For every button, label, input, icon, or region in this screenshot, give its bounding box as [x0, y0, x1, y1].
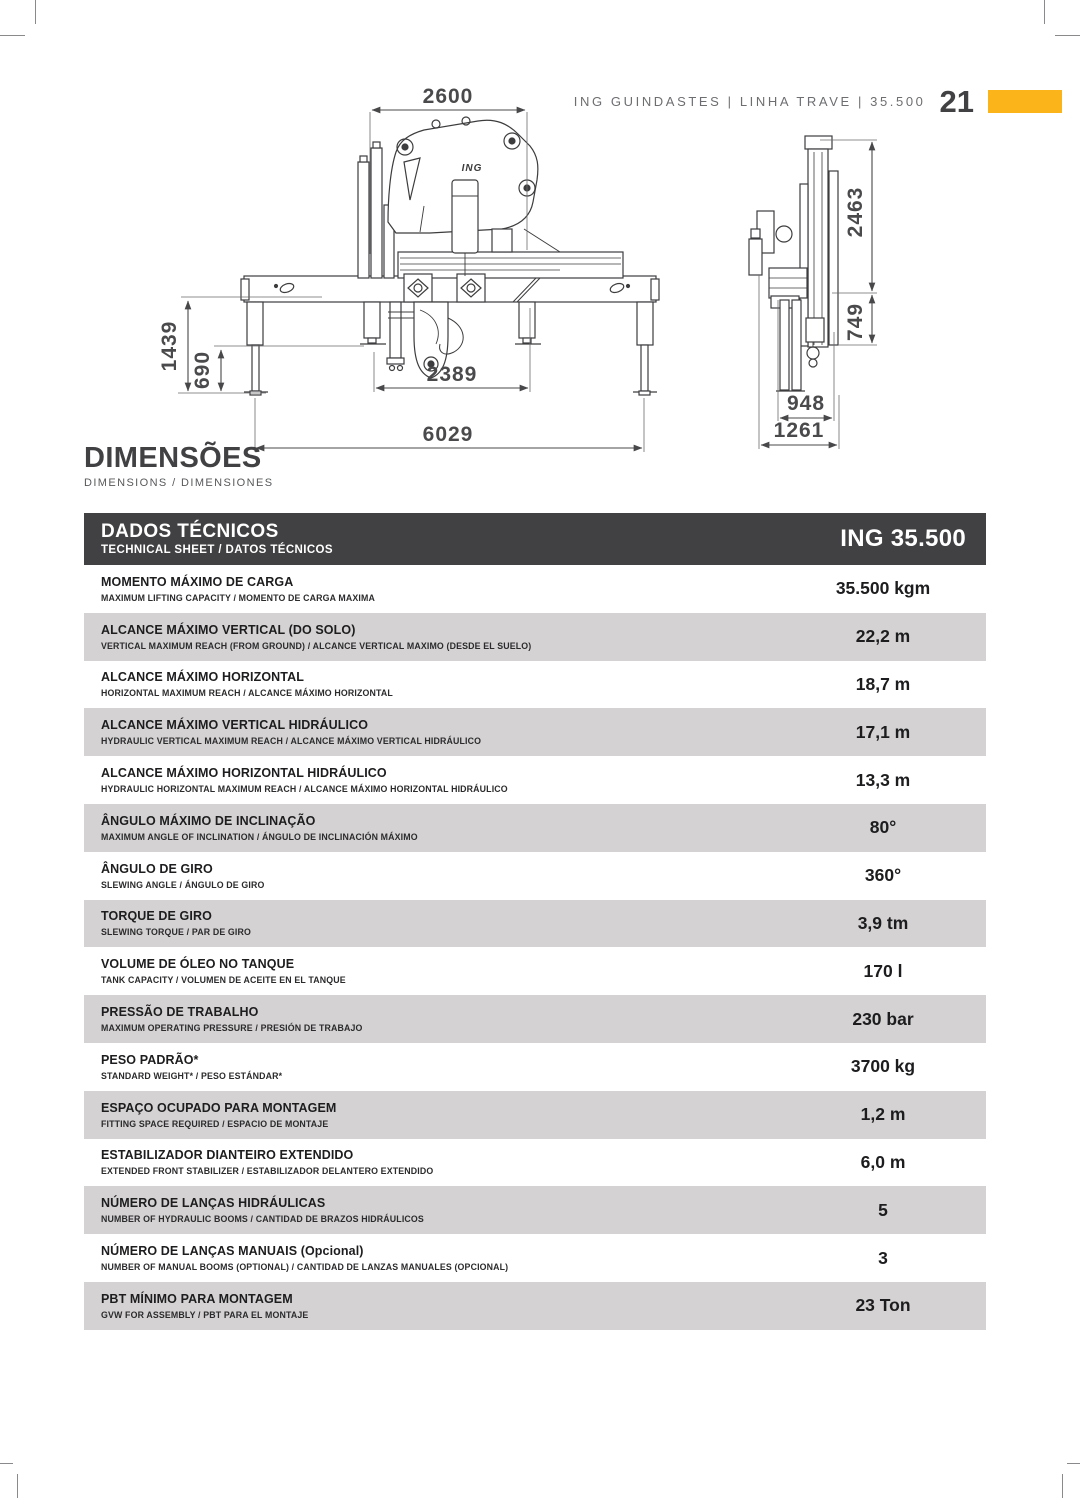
spec-subtitle: SLEWING TORQUE / PAR DE GIRO — [101, 927, 252, 938]
dimensions-section-header — [84, 444, 273, 489]
dim-side-upper-height: 2463 — [844, 186, 867, 238]
table-header — [84, 513, 986, 565]
spec-value: 3700 kg — [850, 1056, 916, 1077]
dim-front-total-span: 6029 — [422, 423, 474, 446]
spec-title: PESO PADRÃO* — [101, 1052, 199, 1067]
spec-subtitle: GVW FOR ASSEMBLY / PBT PARA EL MONTAJE — [101, 1309, 309, 1320]
spec-title: NÚMERO DE LANÇAS HIDRÁULICAS — [101, 1196, 326, 1211]
spec-value: 23 Ton — [855, 1295, 911, 1316]
dim-front-leg-height: 1439 — [158, 320, 181, 372]
table-row — [84, 756, 986, 804]
spec-value: 22,2 m — [855, 626, 911, 647]
table-row — [84, 804, 986, 852]
crop-mark — [1062, 1474, 1063, 1498]
spec-value: 17,1 m — [855, 721, 911, 742]
spec-value: 170 l — [863, 960, 903, 981]
spec-title: ALCANCE MÁXIMO VERTICAL (DO SOLO) — [101, 622, 356, 637]
dim-side-lower-height: 749 — [844, 302, 867, 342]
table-title: DADOS TÉCNICOS — [101, 521, 279, 543]
table-row — [84, 852, 986, 900]
spec-subtitle: HYDRAULIC VERTICAL MAXIMUM REACH / ALCANCE MÁXIMO VERTICAL HIDRÁULICO — [101, 736, 482, 747]
page-number: 21 — [939, 84, 974, 119]
spec-value: 1,2 m — [860, 1104, 906, 1125]
spec-title: ALCANCE MÁXIMO HORIZONTAL HIDRÁULICO — [101, 766, 387, 781]
dim-front-top-width: 2600 — [422, 85, 474, 108]
model-label: ING 35.500 — [840, 525, 966, 552]
spec-title: ALCANCE MÁXIMO HORIZONTAL — [101, 670, 304, 685]
spec-value: 5 — [878, 1199, 888, 1220]
spec-value: 80° — [869, 817, 897, 838]
table-row — [84, 708, 986, 756]
spec-title: ALCANCE MÁXIMO VERTICAL HIDRÁULICO — [101, 718, 369, 733]
crop-mark — [0, 1463, 13, 1464]
section-title: DIMENSÕES — [84, 442, 262, 474]
spec-subtitle: MAXIMUM LIFTING CAPACITY / MOMENTO DE CARGA MAXIMA — [101, 592, 376, 603]
table-row — [84, 1091, 986, 1139]
table-row — [84, 1186, 986, 1234]
spec-title: MOMENTO MÁXIMO DE CARGA — [101, 574, 294, 589]
spec-subtitle: HYDRAULIC HORIZONTAL MAXIMUM REACH / ALCANCE MÁXIMO HORIZONTAL HIDRÁULICO — [101, 784, 508, 795]
spec-subtitle: NUMBER OF HYDRAULIC BOOMS / CANTIDAD DE BRAZOS HIDRÁULICOS — [101, 1214, 424, 1225]
spec-title: PBT MÍNIMO PARA MONTAGEM — [101, 1291, 293, 1306]
table-row — [84, 565, 986, 613]
spec-title: ÂNGULO DE GIRO — [101, 861, 213, 876]
table-row — [84, 661, 986, 709]
table-row — [84, 1234, 986, 1282]
table-row — [84, 1043, 986, 1091]
table-row — [84, 947, 986, 995]
spec-title: VOLUME DE ÓLEO NO TANQUE — [101, 957, 295, 972]
spec-subtitle: NUMBER OF MANUAL BOOMS (OPTIONAL) / CANTIDAD DE LANZAS MANUALES (OPCIONAL) — [101, 1262, 509, 1273]
table-row — [84, 995, 986, 1043]
spec-title: NÚMERO DE LANÇAS MANUAIS (Opcional) — [101, 1244, 364, 1259]
dim-front-inner-span: 2389 — [426, 363, 478, 386]
table-row — [84, 900, 986, 948]
crane-side-view — [749, 136, 838, 391]
table-subtitle: TECHNICAL SHEET / DATOS TÉCNICOS — [101, 543, 333, 556]
crane-logo-text: ING — [461, 163, 483, 174]
spec-subtitle: HORIZONTAL MAXIMUM REACH / ALCANCE MÁXIMO HORIZONTAL — [101, 688, 393, 699]
table-row — [84, 1282, 986, 1330]
spec-value: 360° — [864, 865, 902, 886]
spec-subtitle: MAXIMUM ANGLE OF INCLINATION / ÁNGULO DE INCLINACIÓN MÁXIMO — [101, 831, 418, 842]
table-row — [84, 613, 986, 661]
spec-subtitle: MAXIMUM OPERATING PRESSURE / PRESIÓN DE TRABAJO — [101, 1023, 363, 1034]
table-row — [84, 1139, 986, 1187]
spec-title: ÂNGULO MÁXIMO DE INCLINAÇÃO — [101, 813, 316, 828]
spec-value: 13,3 m — [855, 769, 911, 790]
spec-title: PRESSÃO DE TRABALHO — [101, 1005, 259, 1020]
spec-subtitle: SLEWING ANGLE / ÁNGULO DE GIRO — [101, 879, 265, 890]
spec-value: 18,7 m — [855, 673, 911, 694]
dim-side-total-width: 1261 — [773, 419, 825, 442]
crane-dimension-drawings — [0, 0, 1080, 470]
crop-mark — [1067, 1463, 1080, 1464]
technical-data-table — [84, 513, 986, 1330]
spec-value: 230 bar — [852, 1008, 914, 1029]
spec-title: TORQUE DE GIRO — [101, 909, 212, 924]
spec-value: 6,0 m — [860, 1151, 906, 1172]
crane-front-view — [241, 117, 659, 395]
spec-value: 3,9 tm — [857, 912, 909, 933]
crop-mark — [17, 1474, 18, 1498]
spec-value: 3 — [878, 1247, 888, 1268]
spec-subtitle: STANDARD WEIGHT* / PESO ESTÁNDAR* — [101, 1070, 283, 1081]
dim-side-inner-width: 948 — [786, 392, 826, 415]
brand-line: ING GUINDASTES | LINHA TRAVE | 35.500 — [573, 94, 926, 109]
spec-subtitle: EXTENDED FRONT STABILIZER / ESTABILIZADOR DELANTERO EXTENDIDO — [101, 1166, 434, 1177]
section-subtitle: DIMENSIONS / DIMENSIONES — [84, 477, 274, 489]
spec-subtitle: TANK CAPACITY / VOLUMEN DE ACEITE EN EL TANQUE — [101, 975, 346, 986]
spec-subtitle: VERTICAL MAXIMUM REACH (FROM GROUND) / ALCANCE VERTICAL MAXIMO (DESDE EL SUELO) — [101, 640, 532, 651]
spec-value: 35.500 kgm — [835, 578, 931, 599]
table-rows — [84, 565, 986, 1330]
spec-title: ESPAÇO OCUPADO PARA MONTAGEM — [101, 1100, 337, 1115]
spec-title: ESTABILIZADOR DIANTEIRO EXTENDIDO — [101, 1148, 354, 1163]
spec-subtitle: FITTING SPACE REQUIRED / ESPACIO DE MONTAJE — [101, 1118, 329, 1129]
dim-front-leg-extension: 690 — [191, 350, 214, 390]
